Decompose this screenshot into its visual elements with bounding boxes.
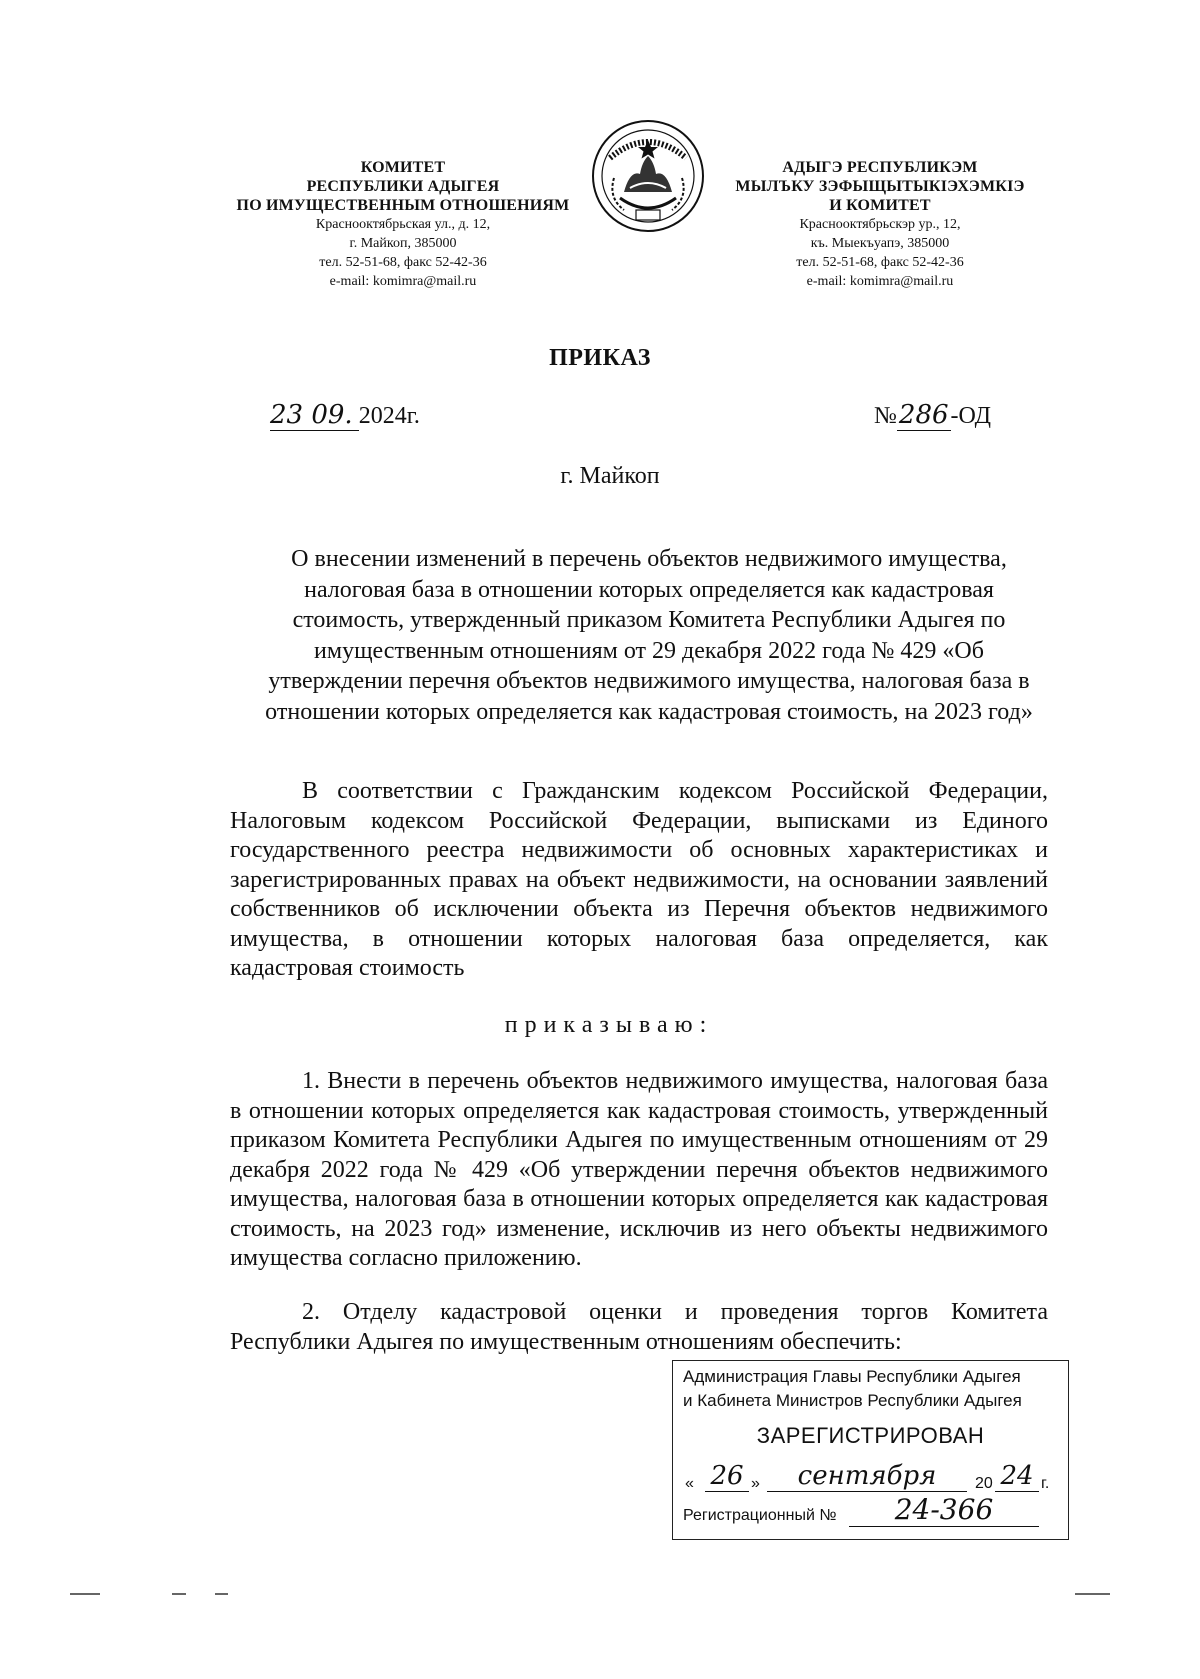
document-date xyxy=(270,400,420,431)
stamp-year-handwritten: 24 xyxy=(995,1461,1039,1492)
date-handwritten: 23 09. xyxy=(270,400,359,431)
stamp-reg-number: 24-366 xyxy=(849,1493,1039,1527)
header-right-email: e-mail: komimra@mail.ru xyxy=(806,274,954,289)
order-item-1: 1. Внести в перечень объектов недвижимого имущества, налоговая база в отношении которых определяется как кадастровая стоимость, утвержденный приказом Комитета Республики Адыгея по имущественным отношениям от 29 декабря 2022 года № 429 «Об утверждении перечня объектов недвижимого имущества, налоговая база в отношении которых определяется как кадастровая стоимость, на 2023 год» изменение, исключив из него объекты недвижимого имущества согласно приложению. xyxy=(230,1068,1048,1271)
header-left-phone: тел. 52-51-68, факс 52-42-36 xyxy=(319,255,487,270)
document-title: ПРИКАЗ xyxy=(549,345,651,371)
order-word: приказываю: xyxy=(504,1012,714,1038)
bottom-scan-marks xyxy=(0,1590,1200,1600)
header-left-address2: г. Майкоп, 385000 xyxy=(349,236,457,251)
stamp-reg-label: Регистрационный № xyxy=(683,1507,837,1524)
stamp-year-prefix: 20 xyxy=(975,1475,993,1492)
number-handwritten: 286 xyxy=(898,400,949,430)
stamp-month: сентября xyxy=(767,1461,967,1492)
preamble-paragraph: В соответствии с Гражданским кодексом Российской Федерации, Налоговым кодексом Российской Федерации, выписками из Единого государственного реестра недвижимости об основных характеристиках и зарегистрированных правах на объект недвижимости, на основании заявлений собственников об исключении объекта из Перечня объектов недвижимого имущества, в отношении которых налоговая база определяется, как кадастровая стоимость xyxy=(230,778,1048,981)
stamp-quote-open: « xyxy=(685,1475,694,1492)
stamp-line1: Администрация Главы Республики Адыгея xyxy=(683,1367,1021,1386)
document-city: г. Майкоп xyxy=(560,463,660,489)
stamp-date xyxy=(685,1461,1060,1497)
number-suffix: -ОД xyxy=(950,403,992,429)
header-right-address1: Краснооктябрьскэр ур., 12, xyxy=(799,217,961,232)
header-right-line3: И КОМИТЕТ xyxy=(829,197,931,214)
header-left-address1: Краснооктябрьская ул., д. 12, xyxy=(315,217,491,232)
registration-stamp xyxy=(672,1360,1069,1540)
stamp-quote-close: » xyxy=(751,1475,760,1492)
header-right-line2: МЫЛЪКУ ЗЭФЫЩЫТЫКIЭХЭМКIЭ xyxy=(735,178,1025,195)
header-right-line1: АДЫГЭ РЕСПУБЛИКЭМ xyxy=(782,159,978,176)
stamp-year-suffix: г. xyxy=(1041,1475,1050,1492)
header-left-line1: КОМИТЕТ xyxy=(360,159,446,176)
header-right-phone: тел. 52-51-68, факс 52-42-36 xyxy=(796,255,964,270)
number-prefix: № xyxy=(874,403,897,429)
header-left-line3: ПО ИМУЩЕСТВЕННЫМ ОТНОШЕНИЯМ xyxy=(236,197,570,214)
date-printed: 2024г. xyxy=(358,403,420,429)
header-left-line2: РЕСПУБЛИКИ АДЫГЕЯ xyxy=(306,178,500,195)
stamp-day: 26 xyxy=(705,1461,749,1492)
adygea-coat-of-arms-icon xyxy=(590,118,706,234)
order-item-2: 2. Отделу кадастровой оценки и проведения торгов Комитета Республики Адыгея по имущественным отношениям обеспечить: xyxy=(230,1299,1048,1355)
header-left-email: e-mail: komimra@mail.ru xyxy=(329,274,477,289)
header-right-block xyxy=(730,158,1030,291)
stamp-line2: и Кабинета Министров Республики Адыгея xyxy=(683,1391,1022,1410)
header-left-block xyxy=(208,158,598,291)
document-number xyxy=(874,400,991,431)
header-right-address2: къ. Мыекъуапэ, 385000 xyxy=(810,236,950,251)
stamp-status: ЗАРЕГИСТРИРОВАН xyxy=(756,1423,985,1448)
document-subject: О внесении изменений в перечень объектов недвижимого имущества, налоговая база в отношении которых определяется как кадастровая стоимость, утвержденный приказом Комитета Республики Адыгея по имущественным отношениям от 29 декабря 2022 года № 429 «Об утверждении перечня объектов недвижимого имущества, налоговая база в отношении которых определяется как кадастровая стоимость, на 2023 год» xyxy=(265,546,1033,725)
